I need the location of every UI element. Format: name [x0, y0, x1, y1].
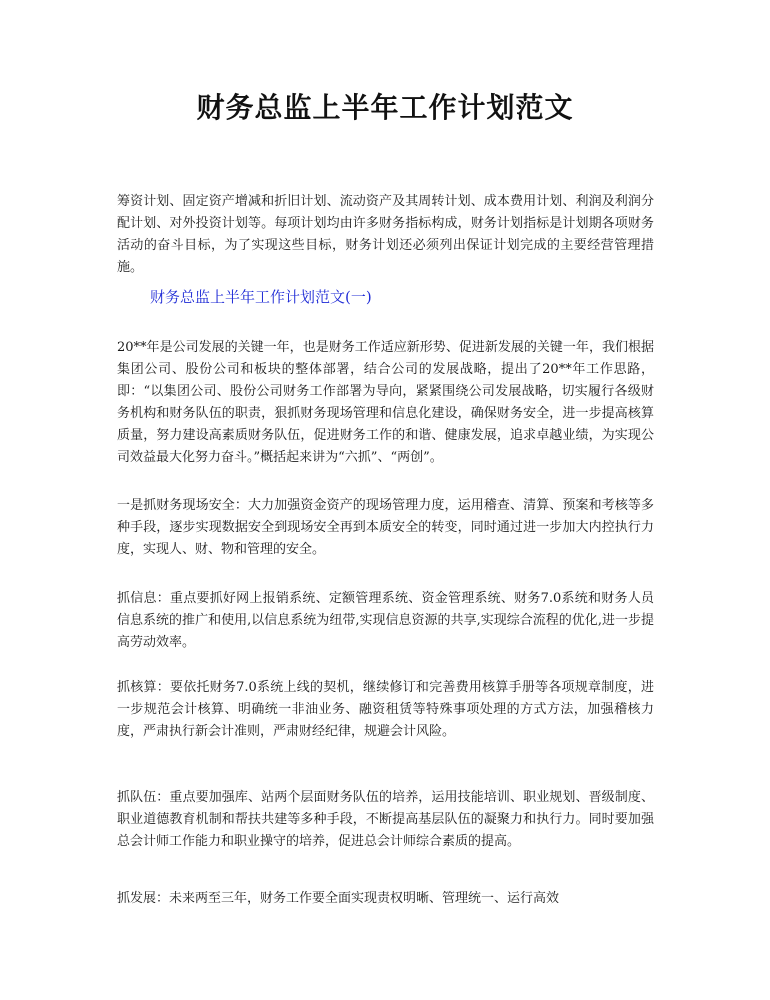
intro-paragraph: 筹资计划、固定资产增减和折旧计划、流动资产及其周转计划、成本费用计划、利润及利润分配计划、对外投资计划等。每项计划均由许多财务指标构成，财务计划指标是计划期各项财务活动的奋斗目标，为了实现这些目标，财务计划还必须列出保证计划完成的主要经营管理措施。	[117, 194, 654, 275]
paragraph-site-safety: 一是抓财务现场安全：大力加强资金资产的现场管理力度，运用稽查、清算、预案和考核等多种手段，逐步实现数据安全到现场安全再到本质安全的转变，同时通过进一步加大内控执行力度，实现人、财、物和管理的安全。	[117, 498, 654, 557]
paragraph-information: 抓信息：重点要抓好网上报销系统、定额管理系统、资金管理系统、财务7.0系统和财务人员信息系统的推广和使用,以信息系统为纽带,实现信息资源的共享,实现综合流程的优化,进一步提高劳动效率。	[117, 591, 654, 650]
paragraph-team: 抓队伍：重点要加强库、站两个层面财务队伍的培养，运用技能培训、职业规划、晋级制度、职业道德教育机制和帮扶共建等多种手段，不断提高基层队伍的凝聚力和执行力。同时要加强总会计师工作能力和职业操守的培养，促进总会计师综合素质的提高。	[117, 790, 654, 849]
paragraph-overview: 20**年是公司发展的关键一年，也是财务工作适应新形势、促进新发展的关键一年，我们根据集团公司、股份公司和板块的整体部署，结合公司的发展战略，提出了20**年工作思路，即：“以集团公司、股份公司财务工作部署为导向，紧紧围绕公司发展战略，切实履行各级财务机构和财务队伍的职责，狠抓财务现场管理和信息化建设，确保财务安全，进一步提高核算质量，努力建设高素质财务队伍，促进财务工作的和谐、健康发展，追求卓越业绩，为实现公司效益最大化努力奋斗。”概括起来讲为“六抓”、“两创”。	[117, 340, 654, 465]
paragraph-accounting: 抓核算：要依托财务7.0系统上线的契机，继续修订和完善费用核算手册等各项规章制度，进一步规范会计核算、明确统一非油业务、融资租赁等特殊事项处理的方式方法，加强稽核力度，严肃执行新会计准则，严肃财经纪律，规避会计风险。	[117, 680, 654, 739]
section-heading: 财务总监上半年工作计划范文(一)	[150, 288, 372, 306]
document-title: 财务总监上半年工作计划范文	[196, 91, 574, 124]
paragraph-development: 抓发展：未来两至三年，财务工作要全面实现责权明晰、管理统一、运行高效	[117, 891, 560, 906]
